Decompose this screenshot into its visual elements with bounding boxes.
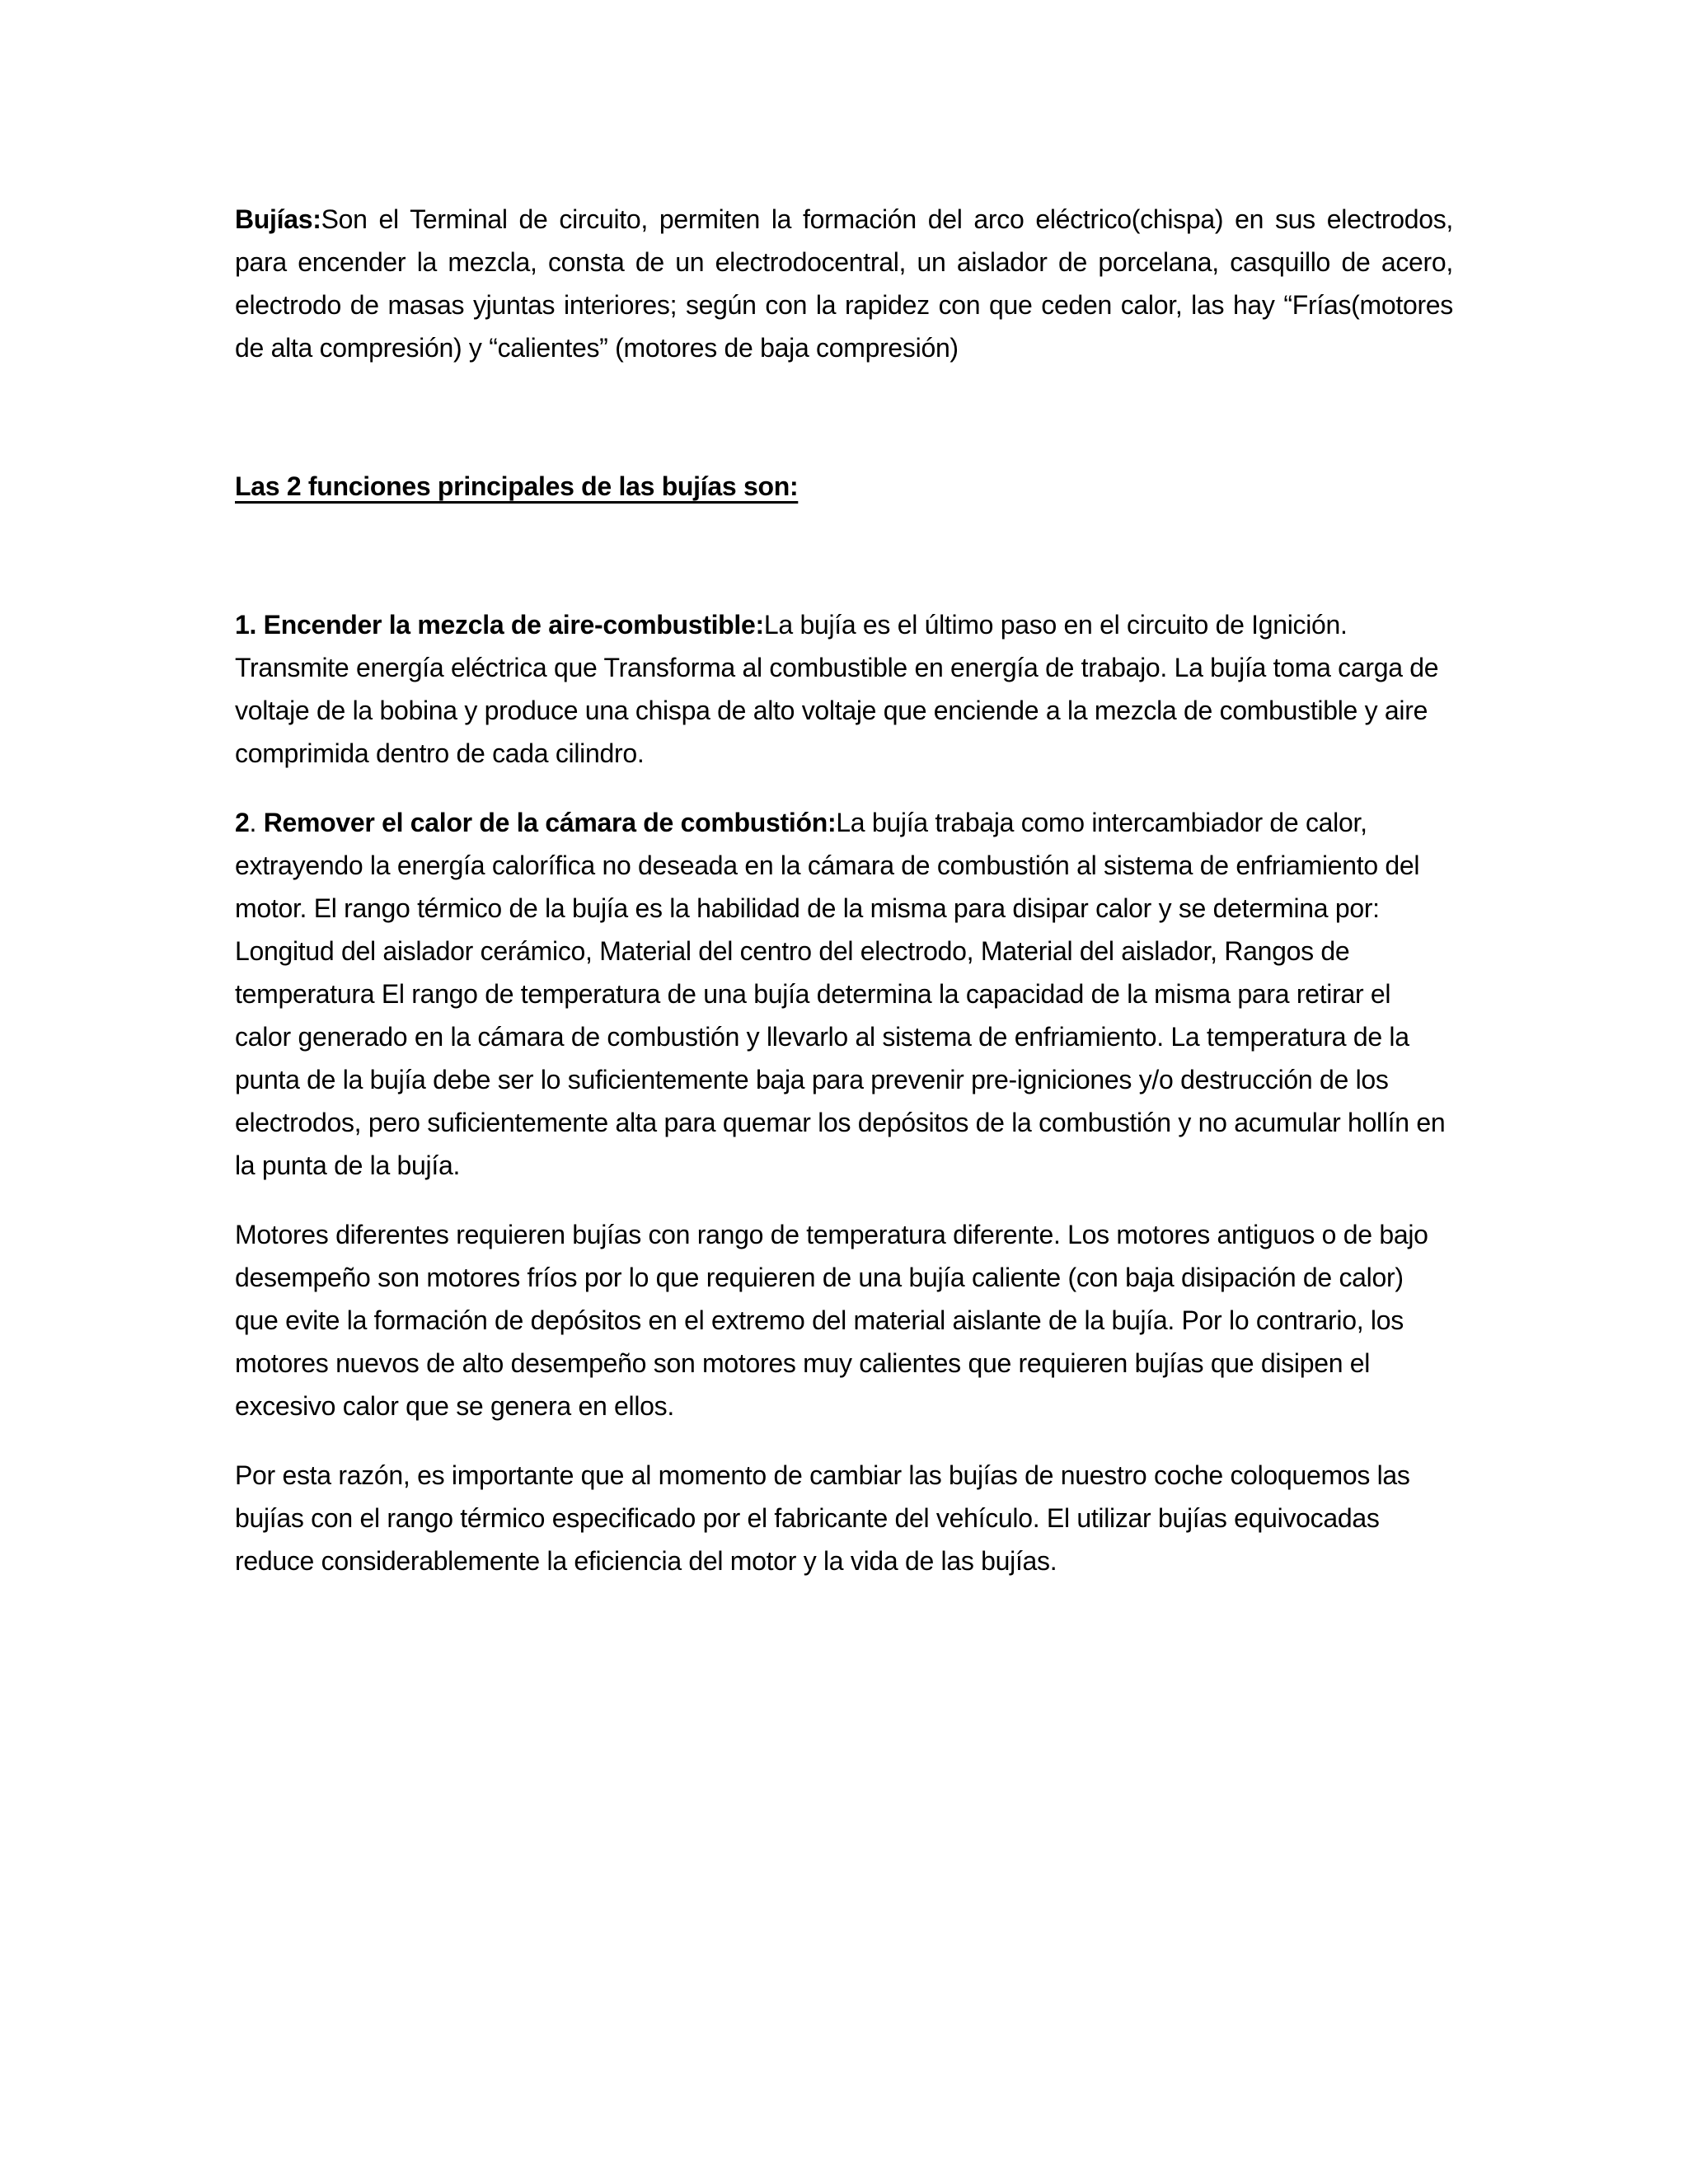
paragraph-function-2 <box>235 801 1453 1187</box>
blank-line <box>235 396 1453 438</box>
function2-separator: . <box>249 808 264 837</box>
intro-lead-bold: Bujías: <box>235 204 321 234</box>
intro-body-text: Son el Terminal de circuito, permiten la formación del arco eléctrico(chispa) en sus electrodos, para encender la mezcla, consta de un electrodocentral, un aislador de porcelana, casquillo de acero, electrodo de masas yjuntas interiores; según con la rapidez con que ceden calor, las hay “Frías(motores de alta compresión) y “calientes” (motores de baja compresión) <box>235 204 1453 363</box>
paragraph-motors: Motores diferentes requieren bujías con rango de temperatura diferente. Los motores antiguos o de bajo desempeño son motores fríos por lo que requieren de una bujía caliente (con baja disipación de calor) que evite la formación de depósitos en el extremo del material aislante de la bujía. Por lo contrario, los motores nuevos de alto desempeño son motores muy calientes que requieren bujías que disipen el excesivo calor que se genera en ellos. <box>235 1220 1428 1421</box>
function2-body-text: La bujía trabaja como intercambiador de calor, extrayendo la energía calorífica no deseada en la cámara de combustión al sistema de enfriamiento del motor. El rango térmico de la bujía es la habilidad de la misma para disipar calor y se determina por: Longitud del aislador cerámico, Material del centro del electrodo, Material del aislador, Rangos de temperatura El rango de temperatura de una bujía determina la capacidad de la misma para retirar el calor generado en la cámara de combustión y llevarlo al sistema de enfriamiento. La temperatura de la punta de la bujía debe ser lo suficientemente baja para prevenir pre-igniciones y/o destrucción de los electrodos, pero suficientemente alta para quemar los depósitos de la combustión y no acumular hollín en la punta de la bujía. <box>235 808 1446 1180</box>
paragraph-intro <box>235 198 1453 369</box>
function2-lead-bold: Remover el calor de la cámara de combustión: <box>263 808 837 837</box>
function2-number-bold: 2 <box>235 808 250 837</box>
section-heading <box>235 465 1453 508</box>
blank-line <box>235 534 1453 577</box>
section-heading-text: Las 2 funciones principales de las bujías son: <box>235 471 799 501</box>
function1-body-text: La bujía es el último paso en el circuito de Ignición. Transmite energía eléctrica que Transforma al combustible en energía de trabajo. La bujía toma carga de voltaje de la bobina y produce una chispa de alto voltaje que enciende a la mezcla de combustible y aire comprimida dentro de cada cilindro. <box>235 610 1439 768</box>
function1-lead-bold: 1. Encender la mezcla de aire-combustible: <box>235 610 764 640</box>
paragraph-function-1 <box>235 603 1453 775</box>
paragraph-conclusion: Por esta razón, es importante que al momento de cambiar las bujías de nuestro coche coloquemos las bujías con el rango térmico especificado por el fabricante del vehículo. El utilizar bujías equivocadas reduce considerablemente la eficiencia del motor y la vida de las bujías. <box>235 1460 1410 1576</box>
